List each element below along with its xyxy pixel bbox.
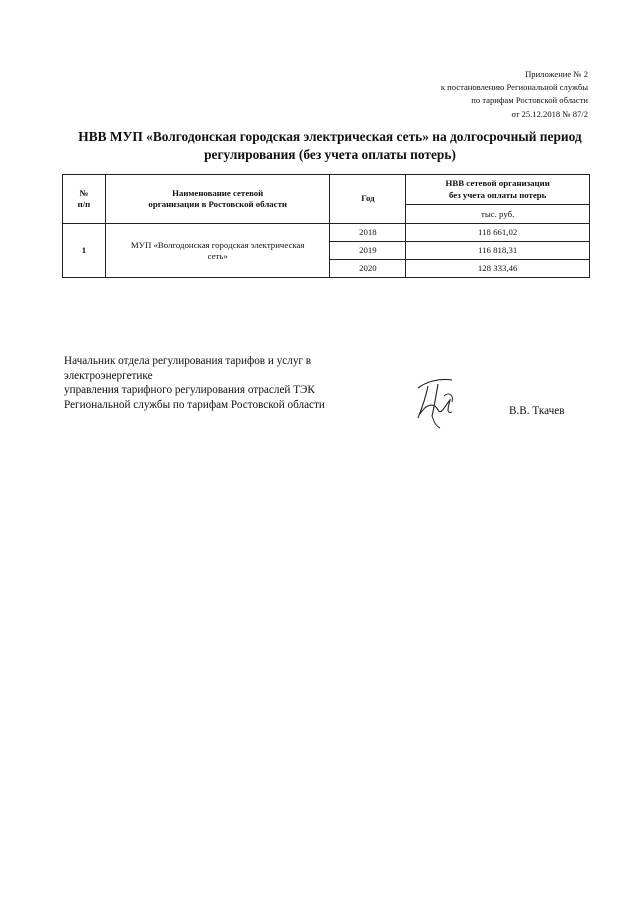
signer-name: В.В. Ткачев <box>509 405 565 417</box>
row-organization-line: МУП «Волгодонская городская электрическая <box>130 239 305 250</box>
header-num <box>63 175 106 224</box>
table-header-row <box>63 175 590 205</box>
header-num-line: № <box>79 187 89 198</box>
row-organization-line: сеть» <box>207 250 228 261</box>
position-line: электроэнергетике <box>64 369 153 382</box>
appendix-line: от 25.12.2018 № 87/2 <box>511 108 588 119</box>
appendix-line: к постановлению Региональной службы <box>440 82 588 93</box>
position-line: Региональной службы по тарифам Ростовской области <box>64 398 325 411</box>
signature-block <box>64 354 325 412</box>
row-year: 2018 <box>330 224 406 242</box>
header-org-line: организации в Ростовской области <box>148 199 287 209</box>
table-row <box>63 224 590 242</box>
appendix-reference <box>441 68 588 121</box>
title-line-2: регулирования (без учета оплаты потерь) <box>204 147 456 162</box>
appendix-line: по тарифам Ростовской области <box>471 95 588 106</box>
header-unit: тыс. руб. <box>406 205 590 224</box>
row-organization <box>105 224 330 278</box>
appendix-line: Приложение № 2 <box>525 69 588 79</box>
row-year: 2020 <box>330 260 406 278</box>
header-org <box>105 175 330 224</box>
header-nvv-line: НВВ сетевой организации <box>445 178 550 188</box>
row-value: 116 818,31 <box>406 242 590 260</box>
nvv-table <box>62 174 590 278</box>
header-year: Год <box>330 175 406 224</box>
row-value: 118 661,02 <box>406 224 590 242</box>
row-value: 128 333,46 <box>406 260 590 278</box>
title-line-1: НВВ МУП «Волгодонская городская электрическая сеть» на долгосрочный период <box>78 129 582 144</box>
header-num-line: п/п <box>77 199 91 209</box>
position-line: управления тарифного регулирования отраслей ТЭК <box>64 384 315 396</box>
header-org-line: Наименование сетевой <box>172 187 264 198</box>
row-number: 1 <box>63 224 106 278</box>
header-nvv-line: без учета оплаты потерь <box>449 189 547 200</box>
handwritten-signature <box>408 374 464 430</box>
header-nvv <box>406 175 590 205</box>
row-year: 2019 <box>330 242 406 260</box>
position-line: Начальник отдела регулирования тарифов и услуг в <box>64 355 312 367</box>
document-title <box>40 128 620 164</box>
